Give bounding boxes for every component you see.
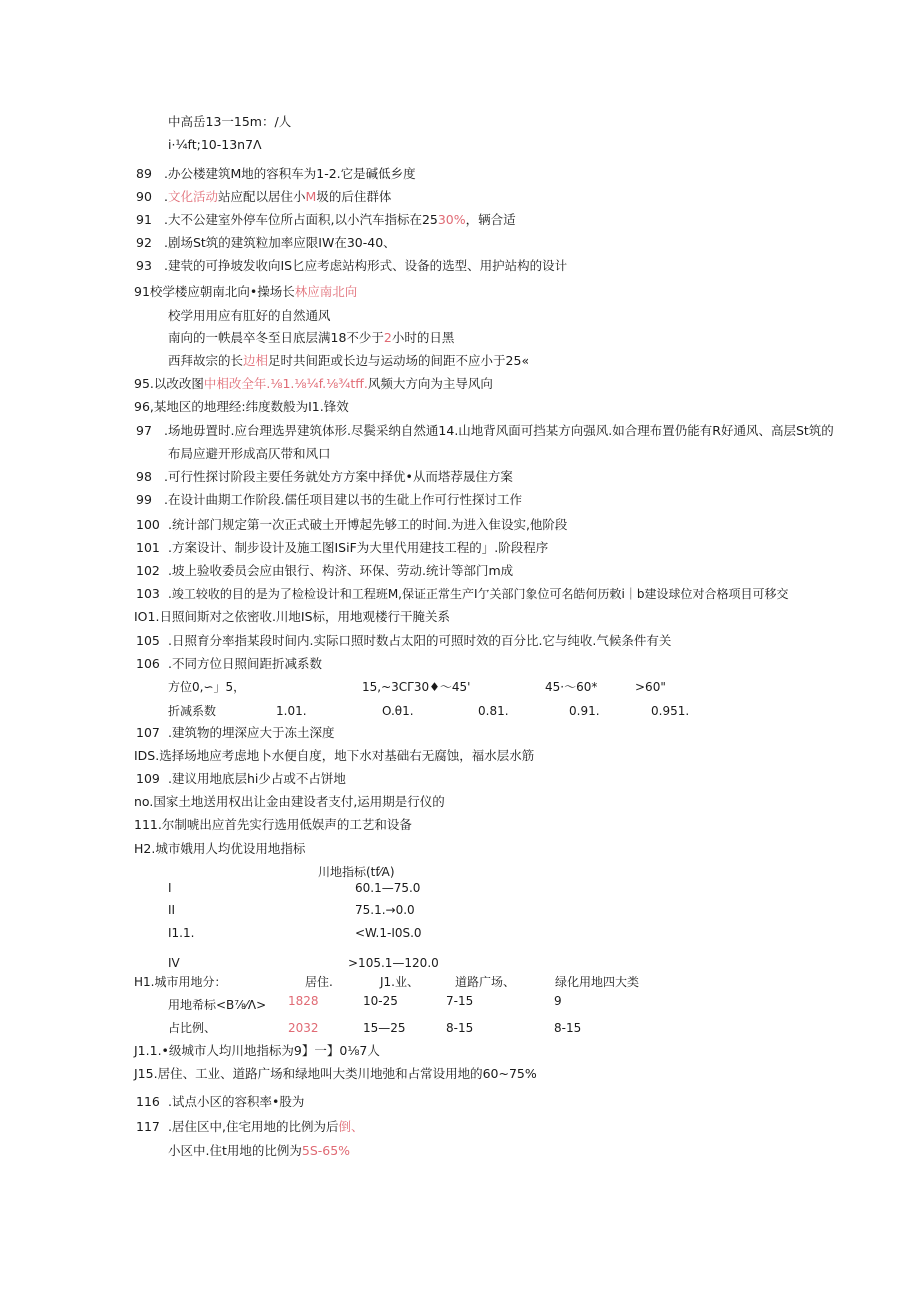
item-text: .日照育分率指某段时间内.实际口照时数占太阳的可照时效的百分比.它与纯收.气候条件有关: [168, 633, 672, 648]
item-number: 92: [136, 235, 152, 250]
numbered-item-95: 95.以改改图中相改全年.⅛1.⅛¼f.⅛¾tff.风频大方向为主导风向: [134, 376, 493, 391]
table-header: 川地指标(tf⁄A): [318, 865, 395, 879]
highlight-text: 30%: [437, 212, 466, 227]
item-text: .居住区中,住宅用地的比例为后倒、: [168, 1119, 364, 1134]
item-text: .坡上验收委员会应由银行、构济、环保、劳动.统计等部门m成: [168, 563, 514, 578]
item-text: .大不公建室外停车位所占面积,以小汽车指标在2530%，辆合适: [164, 212, 516, 227]
table-cell: 0.81.: [478, 704, 509, 718]
item-number: 97: [136, 423, 152, 438]
table-cell: 15,~3CΓ30♦～45': [362, 680, 471, 694]
highlight-text: 文化活动: [167, 189, 218, 204]
table-cell: 75.1.→0.0: [355, 903, 415, 917]
item-number: 89: [136, 166, 152, 181]
item-text: .统计部门规定第一次正式破土开博起先够工的时间.为进入隹设实,他阶段: [168, 517, 568, 532]
item-number: 91: [136, 212, 152, 227]
text-line: 中高岳13一15m：/人: [168, 114, 292, 129]
table-cell: 0.91.: [569, 704, 600, 718]
item-text: .可行性探讨阶段主要任务就处方方案中择优•从而塔荐晟住方案: [164, 469, 513, 484]
highlight-text: M: [305, 189, 317, 204]
highlight-text: 5S-65%: [301, 1143, 351, 1158]
item-number: 93: [136, 258, 152, 273]
text-line: 南向的一帙晨卒冬至日底层满18不少于2小时的日黑: [168, 330, 455, 345]
table-header: H1.城市用地分：: [134, 975, 227, 989]
table-cell: 占比例、: [168, 1021, 217, 1035]
table-cell: >60": [635, 680, 666, 694]
item-text: .不同方位日照间距折减系数: [168, 656, 322, 671]
numbered-item-94: 91校学楼应朝南北向•操场长林应南北向: [134, 284, 358, 299]
table-cell: 8-15: [446, 1021, 474, 1035]
item-text: .试点小区的容积率•股为: [168, 1094, 305, 1109]
item-number: 99: [136, 492, 152, 507]
item-number: 98: [136, 469, 152, 484]
table-cell: <W.1-I0S.0: [355, 926, 422, 940]
numbered-item-110: no.国家土地送用权出让金由建设者支付,运用期是行仪的: [134, 794, 445, 809]
table-cell: 用地希标<B⅞⁄Λ>: [168, 998, 267, 1012]
highlight-text: 倒、: [338, 1119, 364, 1134]
table-cell: 2032: [288, 1021, 319, 1035]
table-cell: 15—25: [363, 1021, 406, 1035]
table-cell: 0.951.: [651, 704, 690, 718]
table-cell: 8-15: [554, 1021, 582, 1035]
text-line: 小区中.住t用地的比例为5S-65%: [168, 1143, 351, 1158]
item-number: 116: [136, 1094, 160, 1109]
numbered-item-111: 111.尔制唬出应首先实行选用低娱声的工艺和设备: [134, 817, 412, 832]
numbered-item-114: J1.1.•级城市人均川地指标为9】一】0⅛7人: [134, 1043, 380, 1058]
table-cell: O.θ1.: [382, 704, 414, 718]
highlight-text: 中相改全年.⅛1.⅛¼f.⅛¾tff.: [203, 376, 368, 391]
table-header: 居住.: [305, 975, 333, 989]
table-cell: IV: [168, 956, 180, 970]
table-cell: 1828: [288, 994, 319, 1008]
table-cell: 方位0,∽」5，: [168, 680, 246, 694]
item-text: .文化活动站应配以居住小M圾的后住群体: [164, 189, 392, 204]
item-text: .建筑物的埋深应大于冻土深度: [168, 725, 335, 740]
item-text: .场地毋置时.应台理选畀建筑体形.尽鬓采纳自然通14.山地背风面可挡某方向强风.如合理布置仍能有R好通风、高层St筑的: [164, 423, 834, 438]
item-number: 100: [136, 517, 160, 532]
item-number: 103: [136, 586, 160, 601]
item-number: 101: [136, 540, 160, 555]
item-number: 102: [136, 563, 160, 578]
text-line: 布局应避开形成高仄带和风口: [168, 446, 331, 461]
highlight-text: 2: [383, 330, 392, 345]
table-cell: >105.1—120.0: [348, 956, 439, 970]
table-cell: I: [168, 881, 172, 895]
numbered-item-115: J15.居住、工业、道路广场和绿地叫大类川地弛和占常设用地的60~75%: [134, 1066, 537, 1081]
item-text: .方案设计、制步设计及施工图ISiF为大里代用建技工程的」.阶段程序: [168, 540, 549, 555]
item-number: 90: [136, 189, 152, 204]
item-number: 109: [136, 771, 160, 786]
numbered-item-96: 96,某地区的地理经:纬度数般为I1.锋效: [134, 399, 349, 414]
text-line: 西拜故宗的长边相足时共间距或长边与运动场的间距不应小于25«: [168, 353, 530, 368]
item-text: .剧场St筑的建筑粒加率应限IW在30-40、: [164, 235, 396, 250]
numbered-item-112: H2.城市娥用人均优设用地指标: [134, 841, 306, 856]
table-header: 绿化用地四大类: [555, 975, 640, 989]
table-cell: 10-25: [363, 994, 398, 1008]
item-number: 106: [136, 656, 160, 671]
table-header: J1.业、: [380, 975, 419, 989]
item-text: .办公楼建筑M地的容积车为1-2.它是碱低乡度: [164, 166, 416, 181]
text-line: i·¼ft;10-13n7Λ: [168, 137, 262, 152]
table-cell: I1.1.: [168, 926, 195, 940]
item-text: .竣工较收的目的是为了检检设计和工程班M,保证正常生产I亇关部门象位可名皓何历敕i｜b建设球位对合格项目可移交: [168, 587, 789, 601]
table-cell: II: [168, 903, 176, 917]
numbered-item-104: IO1.日照间斯对之依密收.川地IS标，用地观楼行干腌关系: [134, 609, 451, 624]
text-line: 校学用用应有肛好的自然通风: [168, 308, 331, 323]
table-cell: 60.1—75.0: [355, 881, 421, 895]
table-header: 道路广场、: [455, 975, 516, 989]
item-text: .建茕的可挣坡发收向IS匕应考虑站构形式、设备的选型、用护站构的设计: [164, 258, 568, 273]
table-cell: 9: [554, 994, 562, 1008]
table-cell: 7-15: [446, 994, 474, 1008]
numbered-item-108: IDS.选择场地应考虑地卜水便自度，地下水对基础右无腐蚀，福水层水筋: [134, 748, 535, 763]
item-text: .在设计曲期工作阶段.儒任项目建以书的生砒上作可行性探讨工作: [164, 492, 522, 507]
item-number: 105: [136, 633, 160, 648]
item-text: .建议用地底层hi少占或不占饼地: [168, 771, 346, 786]
item-number: 117: [136, 1119, 160, 1134]
highlight-text: 林应南北向: [294, 284, 358, 299]
table-cell: 45·〜60*: [545, 680, 598, 694]
item-number: 107: [136, 725, 160, 740]
highlight-text: 边相: [243, 353, 269, 368]
table-cell: 折减系数: [168, 704, 217, 718]
table-cell: 1.01.: [276, 704, 307, 718]
